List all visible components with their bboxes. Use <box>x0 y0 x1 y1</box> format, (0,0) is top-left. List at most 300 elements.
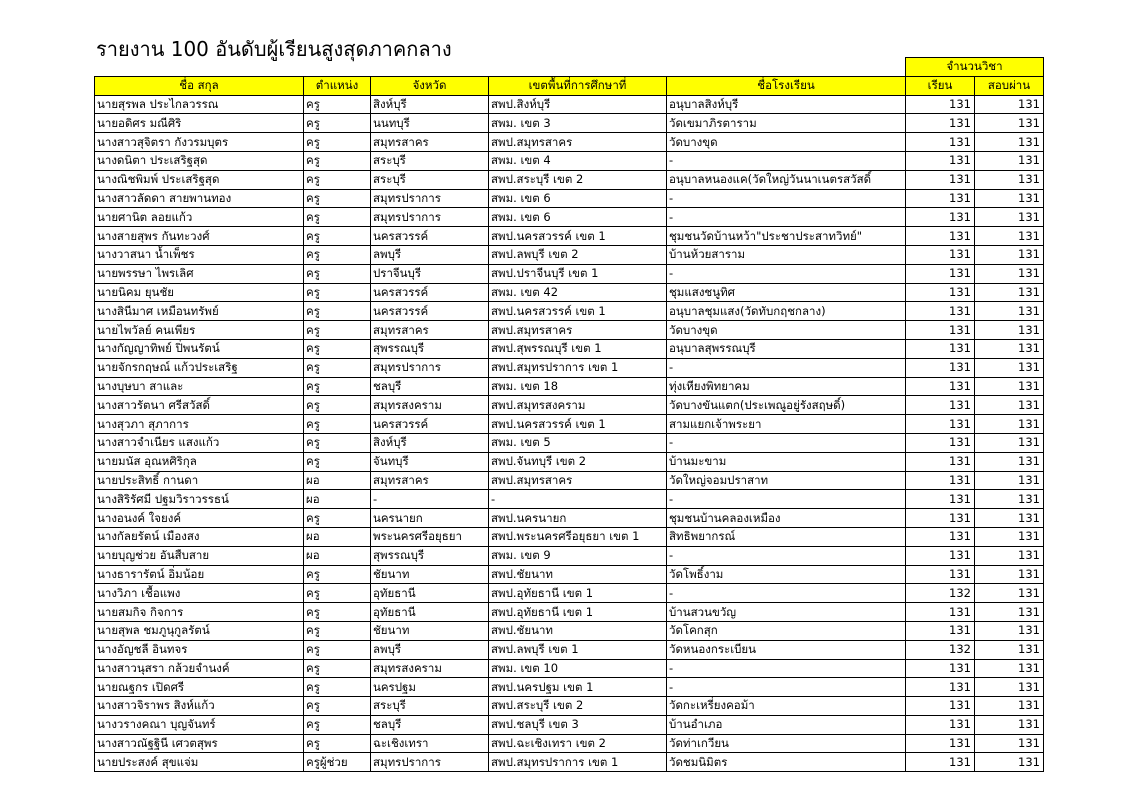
cell-position: ครู <box>304 302 371 321</box>
cell-position: ครู <box>304 640 371 659</box>
cell-area: สพป.ฉะเชิงเทรา เขต 2 <box>489 734 667 753</box>
cell-school: สามแยกเจ้าพระยา <box>667 415 906 434</box>
cell-province: สมุทรปราการ <box>371 358 489 377</box>
cell-name: นายประสงค์ สุขแจ่ม <box>95 753 304 772</box>
cell-position: ครู <box>304 189 371 208</box>
table-row <box>95 659 1044 678</box>
cell-studied: 131 <box>906 753 975 772</box>
cell-province: ชลบุรี <box>371 377 489 396</box>
table-row <box>95 208 1044 227</box>
cell-name: นางกัญญาทิพย์ ปิ่พนรัตน์ <box>95 339 304 358</box>
cell-studied: 131 <box>906 189 975 208</box>
cell-school: วัดบางขุด <box>667 321 906 340</box>
table-row <box>95 565 1044 584</box>
cell-province: ฉะเชิงเทรา <box>371 734 489 753</box>
cell-studied: 131 <box>906 697 975 716</box>
cell-passed: 131 <box>975 640 1044 659</box>
cell-school: อนุบาลสิงห์บุรี <box>667 95 906 114</box>
cell-position: ครู <box>304 133 371 152</box>
cell-studied: 131 <box>906 208 975 227</box>
table-row <box>95 396 1044 415</box>
cell-school: - <box>667 208 906 227</box>
cell-area: สพป.พระนครศรีอยุธยา เขต 1 <box>489 527 667 546</box>
cell-passed: 131 <box>975 189 1044 208</box>
table-row <box>95 584 1044 603</box>
cell-studied: 131 <box>906 678 975 697</box>
cell-school: วัดชมนิมิตร <box>667 753 906 772</box>
group-header-subject-count: จำนวนวิชา <box>906 58 1044 77</box>
cell-passed: 131 <box>975 95 1044 114</box>
cell-position: ครู <box>304 621 371 640</box>
cell-name: นายประสิทธิ์ กานดา <box>95 471 304 490</box>
table-row <box>95 114 1044 133</box>
cell-school: วัดบางขันแตก(ประเพณูอยู่รังสฤษดิ์) <box>667 396 906 415</box>
cell-province: สมุทรปราการ <box>371 208 489 227</box>
cell-area: สพป.ชัยนาท <box>489 621 667 640</box>
cell-passed: 131 <box>975 621 1044 640</box>
cell-area: สพป.สระบุรี เขต 2 <box>489 170 667 189</box>
cell-passed: 131 <box>975 678 1044 697</box>
cell-school: สิทธิพยากรณ์ <box>667 527 906 546</box>
cell-studied: 131 <box>906 509 975 528</box>
cell-passed: 131 <box>975 302 1044 321</box>
cell-position: ครู <box>304 283 371 302</box>
cell-studied: 131 <box>906 471 975 490</box>
cell-passed: 131 <box>975 283 1044 302</box>
cell-area: สพป.สิงห์บุรี <box>489 95 667 114</box>
cell-studied: 131 <box>906 621 975 640</box>
table-row <box>95 302 1044 321</box>
cell-position: ผอ <box>304 546 371 565</box>
cell-province: จันทบุรี <box>371 452 489 471</box>
cell-area: สพป.ลพบุรี เขต 1 <box>489 640 667 659</box>
column-header-row <box>95 76 1044 95</box>
cell-province: นครสวรรค์ <box>371 227 489 246</box>
cell-name: นายณฐกร เปิดศรี <box>95 678 304 697</box>
cell-studied: 131 <box>906 377 975 396</box>
cell-school: บ้านห้วยสาราม <box>667 245 906 264</box>
cell-province: - <box>371 490 489 509</box>
cell-studied: 131 <box>906 283 975 302</box>
cell-area: สพป.นครสวรรค์ เขต 1 <box>489 302 667 321</box>
table-row <box>95 527 1044 546</box>
cell-school: บ้านอำเภอ <box>667 715 906 734</box>
cell-position: ผอ <box>304 471 371 490</box>
cell-passed: 131 <box>975 565 1044 584</box>
cell-studied: 131 <box>906 227 975 246</box>
cell-name: นางสายสุพร กันทะวงศ์ <box>95 227 304 246</box>
cell-studied: 131 <box>906 170 975 189</box>
cell-school: ชุมชนบ้านคลองเหมือง <box>667 509 906 528</box>
cell-school: - <box>667 659 906 678</box>
cell-name: นายศานิต ลอยแก้ว <box>95 208 304 227</box>
cell-position: ครู <box>304 264 371 283</box>
cell-studied: 131 <box>906 245 975 264</box>
cell-province: นครสวรรค์ <box>371 415 489 434</box>
cell-studied: 131 <box>906 565 975 584</box>
cell-studied: 131 <box>906 527 975 546</box>
cell-area: สพป.ชลบุรี เขต 3 <box>489 715 667 734</box>
cell-area: สพม. เขต 3 <box>489 114 667 133</box>
cell-name: นางสาวนุสรา กล้วยจำนงค์ <box>95 659 304 678</box>
cell-area: สพป.นครปฐม เขต 1 <box>489 678 667 697</box>
cell-school: ทุ่งเหียงพิทยาคม <box>667 377 906 396</box>
cell-school: - <box>667 546 906 565</box>
cell-studied: 132 <box>906 640 975 659</box>
cell-province: สมุทรสงคราม <box>371 659 489 678</box>
cell-school: วัดบางขุด <box>667 133 906 152</box>
cell-school: ชุมชนวัดบ้านหว้า"ประชาประสาทวิทย์" <box>667 227 906 246</box>
cell-area: สพป.สมุทรสาคร <box>489 471 667 490</box>
cell-province: ชลบุรี <box>371 715 489 734</box>
cell-area: สพม. เขต 10 <box>489 659 667 678</box>
table-row <box>95 621 1044 640</box>
cell-area: สพป.อุทัยธานี เขต 1 <box>489 603 667 622</box>
cell-school: - <box>667 678 906 697</box>
header-studied: เรียน <box>906 76 975 95</box>
cell-name: นางสิริรัศมี ปฐมวิราวรรธน์ <box>95 490 304 509</box>
cell-passed: 131 <box>975 715 1044 734</box>
cell-position: ผอ <box>304 490 371 509</box>
cell-area: สพป.สมุทรปราการ เขต 1 <box>489 753 667 772</box>
cell-name: นายมนัส อุณหศิริกุล <box>95 452 304 471</box>
cell-position: ครู <box>304 95 371 114</box>
cell-name: นายนิคม ยุนชัย <box>95 283 304 302</box>
table-row <box>95 245 1044 264</box>
cell-position: ครู <box>304 208 371 227</box>
cell-studied: 131 <box>906 339 975 358</box>
cell-name: นางวรางคณา บุญจันทร์ <box>95 715 304 734</box>
cell-area: สพป.สมุทรสาคร <box>489 133 667 152</box>
table-row <box>95 283 1044 302</box>
table-row <box>95 471 1044 490</box>
cell-area: สพม. เขต 4 <box>489 151 667 170</box>
cell-passed: 131 <box>975 452 1044 471</box>
cell-passed: 131 <box>975 264 1044 283</box>
cell-school: อนุบาลหนองแค(วัดใหญ่วันนาเนตรสวัสดิ์ <box>667 170 906 189</box>
cell-position: ครู <box>304 114 371 133</box>
cell-name: นางสุวภา สุภาการ <box>95 415 304 434</box>
page-title: รายงาน 100 อันดับผู้เรียนสูงสุดภาคกลาง <box>96 37 452 61</box>
cell-studied: 131 <box>906 734 975 753</box>
cell-position: ครู <box>304 151 371 170</box>
cell-name: นายสุพล ชมภูนุกูลรัตน์ <box>95 621 304 640</box>
cell-studied: 131 <box>906 659 975 678</box>
cell-position: ครู <box>304 415 371 434</box>
cell-passed: 131 <box>975 358 1044 377</box>
table-row <box>95 715 1044 734</box>
cell-province: สมุทรสาคร <box>371 321 489 340</box>
cell-position: ครู <box>304 584 371 603</box>
cell-position: ครู <box>304 377 371 396</box>
cell-school: - <box>667 151 906 170</box>
table-row <box>95 509 1044 528</box>
cell-position: ครู <box>304 678 371 697</box>
cell-province: สุพรรณบุรี <box>371 546 489 565</box>
cell-name: นางณิชพิมพ์ ประเสริฐสุด <box>95 170 304 189</box>
cell-school: ชุมแสงชนูทิศ <box>667 283 906 302</box>
cell-province: ลพบุรี <box>371 640 489 659</box>
cell-position: ครู <box>304 358 371 377</box>
header-area: เขตพื้นที่การศึกษาที่ <box>489 76 667 95</box>
table-row <box>95 133 1044 152</box>
cell-province: อุทัยธานี <box>371 603 489 622</box>
table-row <box>95 603 1044 622</box>
cell-name: นายสมกิจ กิจการ <box>95 603 304 622</box>
cell-school: - <box>667 358 906 377</box>
table-row <box>95 753 1044 772</box>
cell-school: วัดท่าเกวียน <box>667 734 906 753</box>
cell-school: บ้านมะขาม <box>667 452 906 471</box>
cell-name: นายไพวัลย์ คนเพียร <box>95 321 304 340</box>
cell-studied: 131 <box>906 264 975 283</box>
cell-studied: 131 <box>906 133 975 152</box>
cell-passed: 131 <box>975 734 1044 753</box>
cell-passed: 131 <box>975 339 1044 358</box>
cell-name: นางสินีมาศ เหมือนทรัพย์ <box>95 302 304 321</box>
table-row <box>95 452 1044 471</box>
cell-studied: 131 <box>906 321 975 340</box>
cell-name: นางสาวลัดดา สายพานทอง <box>95 189 304 208</box>
cell-passed: 131 <box>975 603 1044 622</box>
cell-province: ปราจีนบุรี <box>371 264 489 283</box>
cell-school: บ้านสวนขวัญ <box>667 603 906 622</box>
cell-name: นางบุษบา สาและ <box>95 377 304 396</box>
cell-name: นางอนงค์ ใจยงค์ <box>95 509 304 528</box>
cell-studied: 132 <box>906 584 975 603</box>
cell-position: ครู <box>304 603 371 622</box>
cell-passed: 131 <box>975 208 1044 227</box>
cell-name: นางวิภา เชื้อแพง <box>95 584 304 603</box>
cell-passed: 131 <box>975 377 1044 396</box>
cell-school: วัดหนองกระเบียน <box>667 640 906 659</box>
cell-name: นางสาวรัตนา ศรีสวัสดิ์ <box>95 396 304 415</box>
cell-province: สมุทรปราการ <box>371 753 489 772</box>
cell-province: สมุทรปราการ <box>371 189 489 208</box>
cell-area: สพป.สมุทรปราการ เขต 1 <box>489 358 667 377</box>
cell-school: วัดเขมาภิรตาราม <box>667 114 906 133</box>
cell-passed: 131 <box>975 433 1044 452</box>
cell-position: ครู <box>304 509 371 528</box>
cell-province: สมุทรสาคร <box>371 471 489 490</box>
cell-passed: 131 <box>975 114 1044 133</box>
cell-passed: 131 <box>975 227 1044 246</box>
header-passed: สอบผ่าน <box>975 76 1044 95</box>
cell-area: สพป.ชัยนาท <box>489 565 667 584</box>
cell-name: นางสาวณัฐฐินี เศวตสุพร <box>95 734 304 753</box>
cell-position: ครู <box>304 321 371 340</box>
cell-province: ลพบุรี <box>371 245 489 264</box>
cell-position: ผอ <box>304 527 371 546</box>
cell-passed: 131 <box>975 415 1044 434</box>
cell-name: นางดนิตา ประเสริฐสุด <box>95 151 304 170</box>
cell-province: นครสวรรค์ <box>371 302 489 321</box>
cell-name: นายจักรกฤษณ์ แก้วประเสริฐ <box>95 358 304 377</box>
cell-school: วัดโพธิ์งาม <box>667 565 906 584</box>
cell-province: สระบุรี <box>371 697 489 716</box>
cell-studied: 131 <box>906 302 975 321</box>
cell-studied: 131 <box>906 546 975 565</box>
cell-studied: 131 <box>906 95 975 114</box>
cell-area: สพป.ลพบุรี เขต 2 <box>489 245 667 264</box>
cell-passed: 131 <box>975 659 1044 678</box>
cell-position: ครู <box>304 245 371 264</box>
cell-passed: 131 <box>975 151 1044 170</box>
cell-province: นครนายก <box>371 509 489 528</box>
cell-position: ครู <box>304 715 371 734</box>
cell-school: - <box>667 264 906 283</box>
table-row <box>95 433 1044 452</box>
table-row <box>95 678 1044 697</box>
cell-area: สพป.สุพรรณบุรี เขต 1 <box>489 339 667 358</box>
cell-passed: 131 <box>975 245 1044 264</box>
cell-province: พระนครศรีอยุธยา <box>371 527 489 546</box>
cell-passed: 131 <box>975 527 1044 546</box>
cell-passed: 131 <box>975 133 1044 152</box>
cell-school: อนุบาลชุมแสง(วัดทับกฤชกลาง) <box>667 302 906 321</box>
header-name: ชื่อ สกุล <box>95 76 304 95</box>
cell-area: สพป.สระบุรี เขต 2 <box>489 697 667 716</box>
cell-school: อนุบาลสุพรรณบุรี <box>667 339 906 358</box>
cell-province: สมุทรสาคร <box>371 133 489 152</box>
cell-passed: 131 <box>975 321 1044 340</box>
cell-province: ชัยนาท <box>371 565 489 584</box>
header-school: ชื่อโรงเรียน <box>667 76 906 95</box>
cell-position: ครู <box>304 339 371 358</box>
table-row <box>95 734 1044 753</box>
cell-position: ครู <box>304 433 371 452</box>
cell-studied: 131 <box>906 715 975 734</box>
table-row <box>95 264 1044 283</box>
cell-area: สพป.สมุทรสาคร <box>489 321 667 340</box>
cell-position: ครู <box>304 227 371 246</box>
cell-position: ครู <box>304 659 371 678</box>
cell-area: สพป.จันทบุรี เขต 2 <box>489 452 667 471</box>
cell-name: นางอัญชลี อินทจร <box>95 640 304 659</box>
cell-position: ครู <box>304 452 371 471</box>
cell-area: สพป.อุทัยธานี เขต 1 <box>489 584 667 603</box>
table-row <box>95 546 1044 565</box>
cell-school: วัดโคกสุก <box>667 621 906 640</box>
cell-school: - <box>667 189 906 208</box>
cell-province: นนทบุรี <box>371 114 489 133</box>
group-header-row <box>95 58 1044 77</box>
cell-province: สุพรรณบุรี <box>371 339 489 358</box>
table-row <box>95 490 1044 509</box>
cell-name: นางกัลยรัตน์ เมืองสง <box>95 527 304 546</box>
cell-name: นายพรรษา ไพรเลิศ <box>95 264 304 283</box>
cell-studied: 131 <box>906 490 975 509</box>
cell-area: สพม. เขต 5 <box>489 433 667 452</box>
table-row <box>95 415 1044 434</box>
header-province: จังหวัด <box>371 76 489 95</box>
cell-province: สิงห์บุรี <box>371 433 489 452</box>
table-row <box>95 151 1044 170</box>
cell-name: นายสุรพล ประไกลวรรณ <box>95 95 304 114</box>
cell-name: นางวาสนา น้ำเพ็ชร <box>95 245 304 264</box>
cell-passed: 131 <box>975 490 1044 509</box>
cell-passed: 131 <box>975 584 1044 603</box>
cell-studied: 131 <box>906 114 975 133</box>
cell-name: นางธารารัตน์ อิ่มน้อย <box>95 565 304 584</box>
cell-position: ครู <box>304 565 371 584</box>
cell-area: สพม. เขต 6 <box>489 208 667 227</box>
cell-passed: 131 <box>975 509 1044 528</box>
cell-province: สมุทรสงคราม <box>371 396 489 415</box>
cell-position: ครู <box>304 396 371 415</box>
cell-passed: 131 <box>975 697 1044 716</box>
cell-province: สระบุรี <box>371 151 489 170</box>
cell-area: สพป.นครนายก <box>489 509 667 528</box>
cell-passed: 131 <box>975 753 1044 772</box>
cell-area: สพม. เขต 6 <box>489 189 667 208</box>
cell-province: นครปฐม <box>371 678 489 697</box>
cell-area: สพม. เขต 42 <box>489 283 667 302</box>
table-row <box>95 227 1044 246</box>
cell-province: อุทัยธานี <box>371 584 489 603</box>
cell-studied: 131 <box>906 433 975 452</box>
cell-area: สพม. เขต 18 <box>489 377 667 396</box>
cell-passed: 131 <box>975 471 1044 490</box>
cell-school: - <box>667 490 906 509</box>
cell-passed: 131 <box>975 170 1044 189</box>
cell-province: สิงห์บุรี <box>371 95 489 114</box>
cell-name: นายบุญช่วย อันสืบสาย <box>95 546 304 565</box>
cell-area: - <box>489 490 667 509</box>
table-row <box>95 95 1044 114</box>
cell-position: ครู <box>304 697 371 716</box>
table-row <box>95 189 1044 208</box>
cell-name: นางสาวจำเนียร แสงแก้ว <box>95 433 304 452</box>
cell-school: วัดใหญ่จอมปราสาท <box>667 471 906 490</box>
cell-name: นางสาวจิราพร สิงห์แก้ว <box>95 697 304 716</box>
cell-area: สพป.สมุทรสงคราม <box>489 396 667 415</box>
table-row <box>95 377 1044 396</box>
table-row <box>95 358 1044 377</box>
cell-studied: 131 <box>906 603 975 622</box>
cell-school: - <box>667 433 906 452</box>
cell-province: สระบุรี <box>371 170 489 189</box>
cell-area: สพป.นครสวรรค์ เขต 1 <box>489 227 667 246</box>
header-position: ตำแหน่ง <box>304 76 371 95</box>
cell-province: นครสวรรค์ <box>371 283 489 302</box>
cell-area: สพป.นครสวรรค์ เขต 1 <box>489 415 667 434</box>
cell-studied: 131 <box>906 415 975 434</box>
cell-area: สพป.ปราจีนบุรี เขต 1 <box>489 264 667 283</box>
cell-school: - <box>667 584 906 603</box>
cell-studied: 131 <box>906 151 975 170</box>
cell-passed: 131 <box>975 546 1044 565</box>
table-row <box>95 321 1044 340</box>
cell-name: นายอดิศร มณีศิริ <box>95 114 304 133</box>
table-row <box>95 339 1044 358</box>
cell-area: สพม. เขต 9 <box>489 546 667 565</box>
table-row <box>95 697 1044 716</box>
cell-passed: 131 <box>975 396 1044 415</box>
table-row <box>95 170 1044 189</box>
cell-name: นางสาวสุจิตรา กังวรมบุตร <box>95 133 304 152</box>
cell-position: ครู <box>304 170 371 189</box>
table-row <box>95 640 1044 659</box>
cell-position: ครู <box>304 734 371 753</box>
cell-school: วัดกะเหรี่ยงคอม้า <box>667 697 906 716</box>
cell-province: ชัยนาท <box>371 621 489 640</box>
cell-position: ครูผู้ช่วย <box>304 753 371 772</box>
cell-studied: 131 <box>906 452 975 471</box>
cell-studied: 131 <box>906 358 975 377</box>
ranking-table <box>94 57 1044 772</box>
cell-studied: 131 <box>906 396 975 415</box>
